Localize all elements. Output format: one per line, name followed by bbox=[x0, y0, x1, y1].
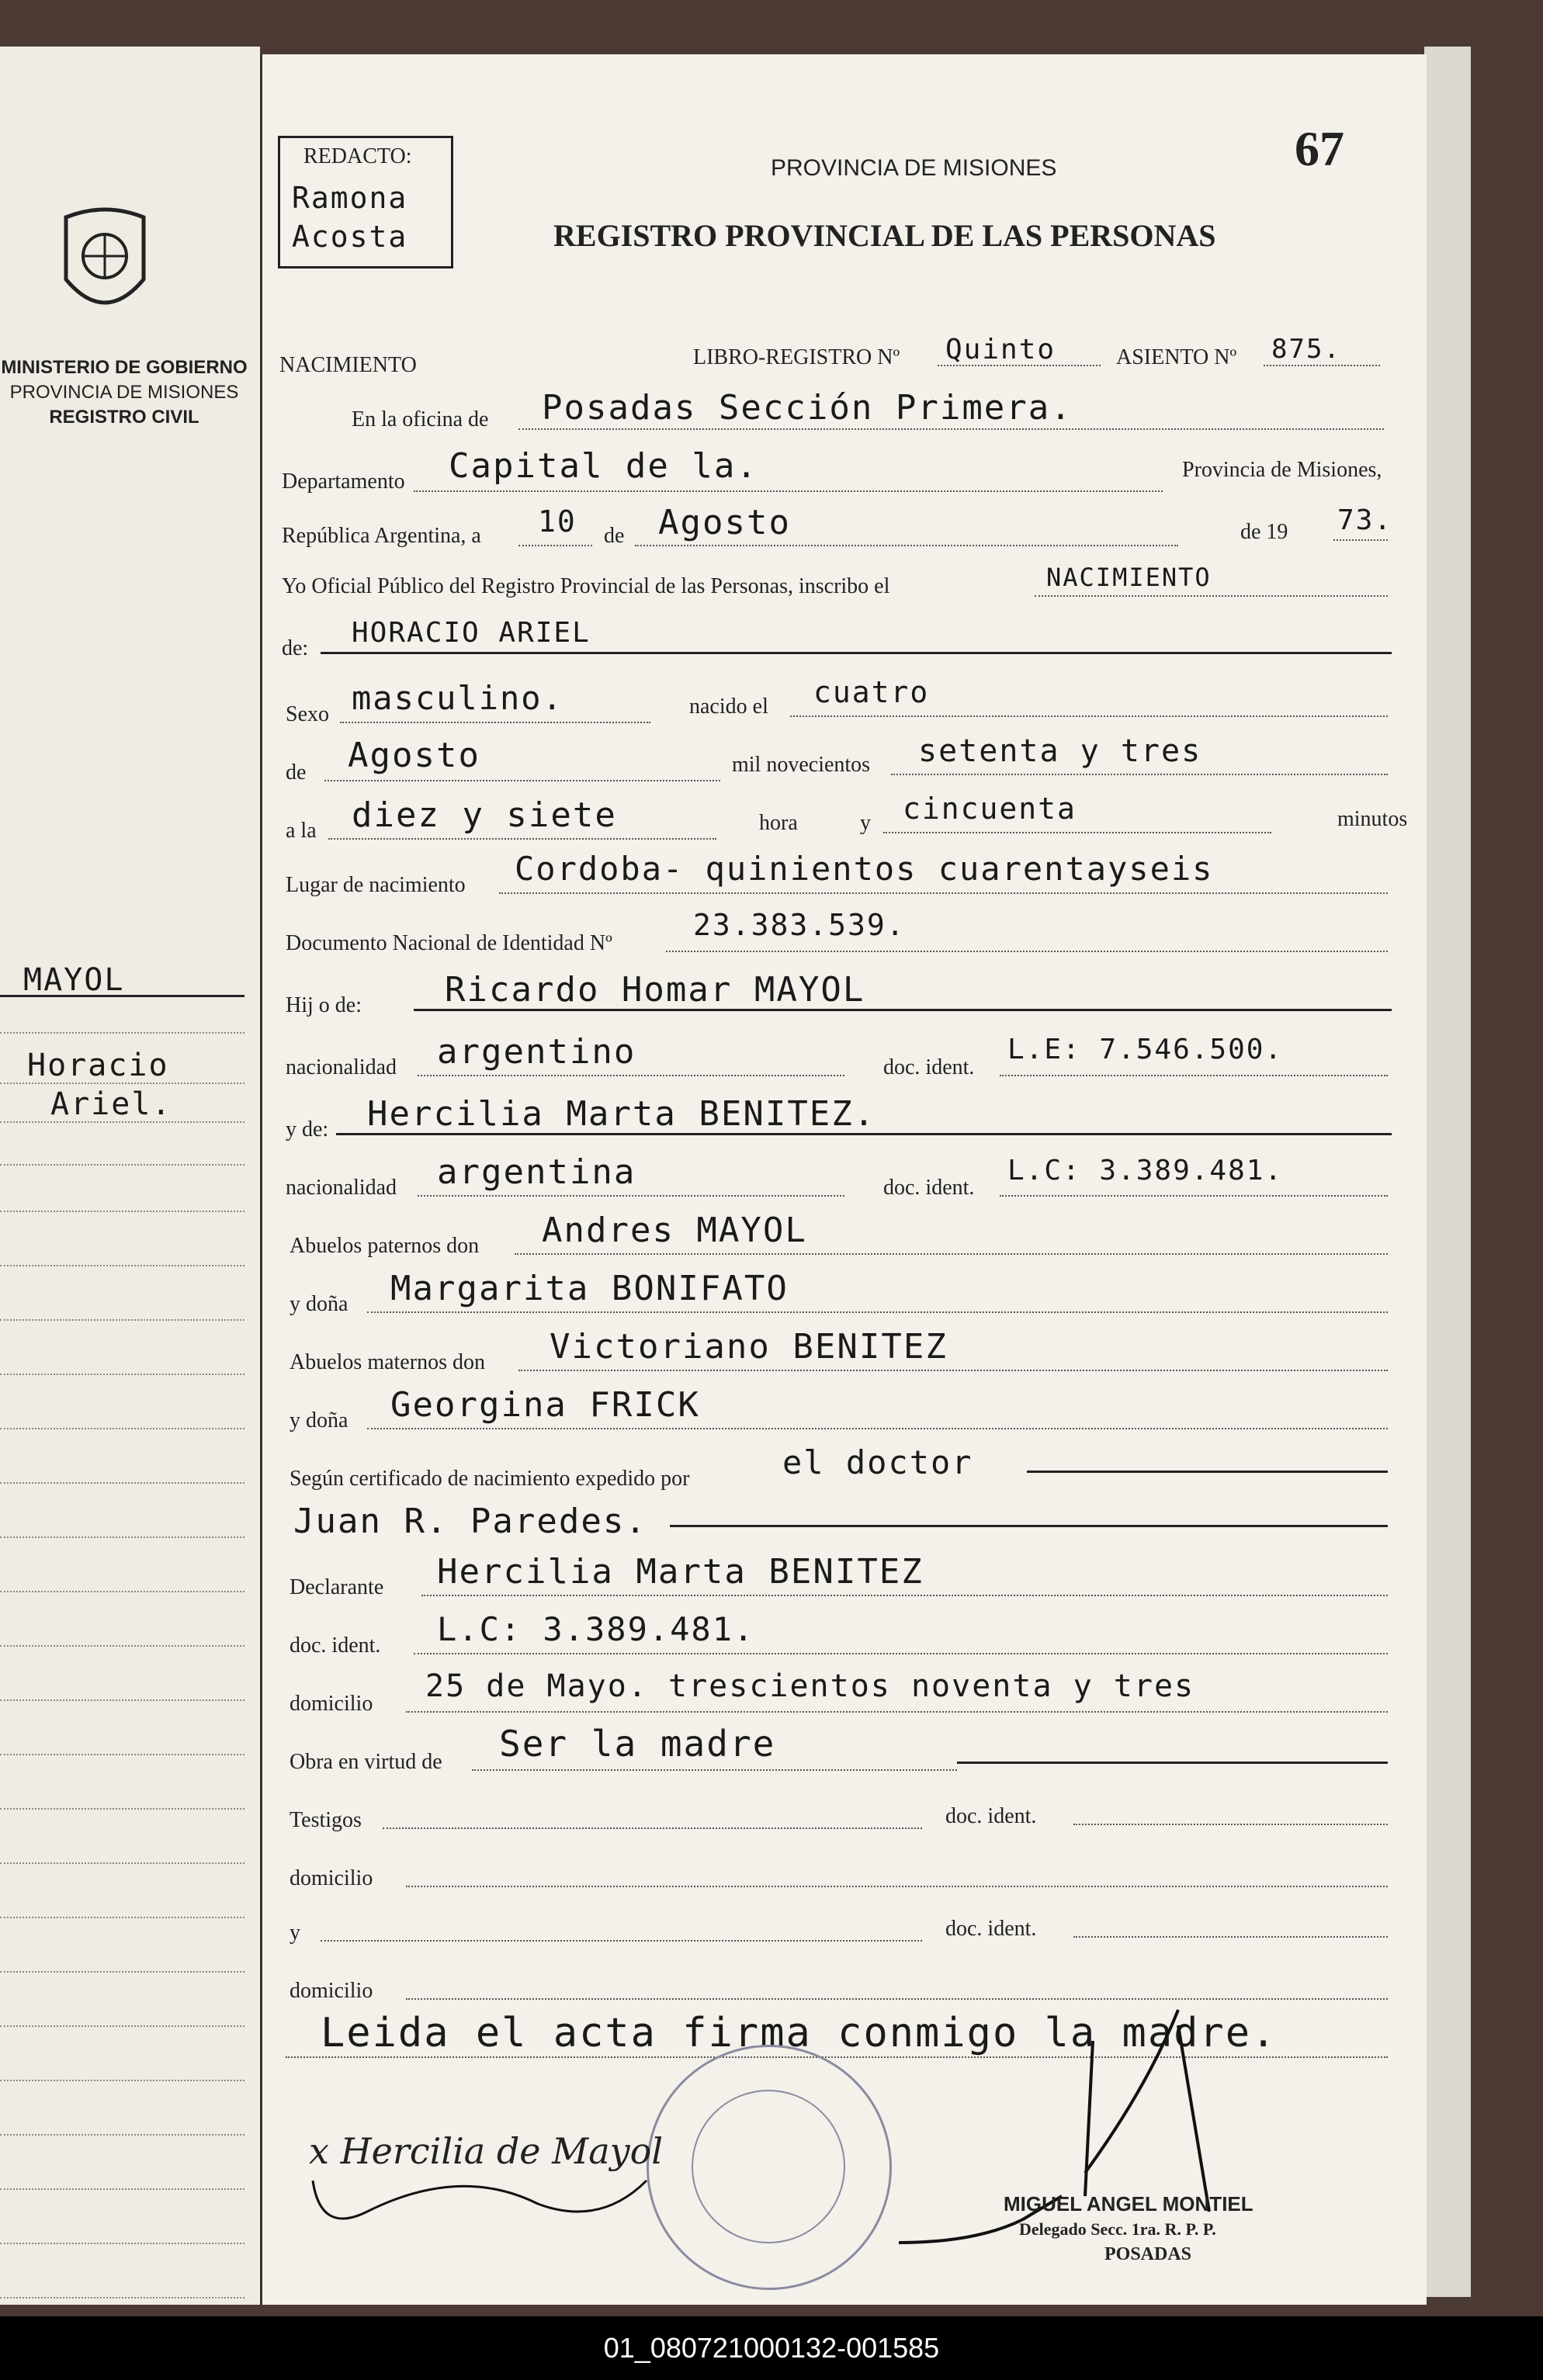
libro-value: Quinto bbox=[945, 334, 1056, 365]
hora-label: hora bbox=[759, 811, 798, 835]
domicilio-testigo1-label: domicilio bbox=[290, 1866, 373, 1890]
official-name: MIGUEL ANGEL MONTIEL bbox=[1004, 2192, 1253, 2215]
padre-nac-value: argentino bbox=[437, 1032, 636, 1072]
abuelos-m-label: Abuelos maternos don bbox=[290, 1350, 485, 1374]
margin-rule bbox=[0, 995, 244, 997]
domicilio-label: domicilio bbox=[290, 1692, 373, 1716]
testigos-label: Testigos bbox=[290, 1808, 362, 1832]
anio-value: 73. bbox=[1337, 504, 1393, 536]
padre-doc-value: L.E: 7.546.500. bbox=[1007, 1034, 1284, 1065]
de2-label: de bbox=[286, 760, 307, 785]
abuelos-p-label: Abuelos paternos don bbox=[290, 1234, 480, 1258]
sexo-label: Sexo bbox=[286, 702, 329, 726]
abuelo-m-value: Victoriano BENITEZ bbox=[550, 1327, 948, 1367]
certificado-label: Según certificado de nacimiento expedido por bbox=[290, 1467, 690, 1491]
leida-text: Leida el acta firma conmigo la madre. bbox=[321, 2010, 1278, 2056]
inscribo-label: Yo Oficial Público del Registro Provincial de las Personas, inscribo el bbox=[282, 574, 890, 598]
y-label: y bbox=[860, 811, 871, 835]
left-page bbox=[0, 47, 260, 2305]
oficina-value: Posadas Sección Primera. bbox=[542, 388, 1073, 428]
departamento-label: Departamento bbox=[282, 469, 405, 494]
ala-label: a la bbox=[286, 819, 317, 843]
dni-value: 23.383.539. bbox=[693, 908, 906, 942]
ydona-m-label: y doña bbox=[290, 1408, 348, 1433]
asiento-label: ASIENTO Nº bbox=[1116, 345, 1237, 369]
official-role: Delegado Secc. 1ra. R. P. P. bbox=[1019, 2219, 1216, 2239]
yde-label: y de: bbox=[286, 1117, 329, 1141]
inscribo-value: NACIMIENTO bbox=[1046, 563, 1212, 592]
certificado-value-2: Juan R. Paredes. bbox=[293, 1502, 647, 1541]
abuela-p-value: Margarita BONIFATO bbox=[390, 1269, 789, 1308]
madre-nac-value: argentina bbox=[437, 1152, 636, 1192]
hora-value: diez y siete bbox=[352, 795, 617, 835]
ministry-line: MINISTERIO DE GOBIERNO bbox=[1, 357, 248, 378]
domicilio-testigo2-label: domicilio bbox=[290, 1979, 373, 2003]
page-edge bbox=[1424, 47, 1471, 2297]
hijo-label: Hij o de: bbox=[286, 993, 362, 1017]
province-header: PROVINCIA DE MISIONES bbox=[771, 155, 1057, 181]
margin-given1: Horacio bbox=[27, 1048, 169, 1083]
provincia-label: Provincia de Misiones, bbox=[1182, 458, 1382, 482]
redacto-box bbox=[278, 136, 453, 268]
departamento-value: Capital de la. bbox=[449, 446, 758, 486]
margin-given2: Ariel. bbox=[50, 1086, 172, 1122]
dia-value: 10 bbox=[538, 504, 577, 539]
minutos-value: cincuenta bbox=[903, 792, 1077, 826]
right-page bbox=[260, 54, 1427, 2305]
page-number: 67 bbox=[1295, 121, 1344, 176]
nacido-value: cuatro bbox=[813, 675, 930, 709]
nac-padre-label: nacionalidad bbox=[286, 1055, 397, 1079]
nacido-label: nacido el bbox=[689, 695, 768, 719]
redacto-name-2: Acosta bbox=[292, 220, 408, 254]
minutos-label: minutos bbox=[1337, 807, 1408, 831]
province-line: PROVINCIA DE MISIONES bbox=[9, 382, 239, 403]
anio-label: de 19 bbox=[1240, 520, 1288, 544]
page-title: REGISTRO PROVINCIAL DE LAS PERSONAS bbox=[553, 218, 1216, 253]
dni-label: Documento Nacional de Identidad Nº bbox=[286, 931, 612, 955]
redacto-label: REDACTO: bbox=[303, 144, 412, 168]
madre-doc-value: L.C: 3.389.481. bbox=[1007, 1155, 1284, 1187]
obra-value: Ser la madre bbox=[499, 1723, 776, 1765]
mes-value: Agosto bbox=[658, 503, 791, 542]
redacto-name-1: Ramona bbox=[292, 181, 408, 215]
official-city: POSADAS bbox=[1104, 2244, 1192, 2264]
certificado-value: el doctor bbox=[782, 1443, 973, 1481]
doc-testigo2-label: doc. ident. bbox=[945, 1917, 1037, 1941]
anio-nac-value: setenta y tres bbox=[918, 733, 1202, 769]
padre-value: Ricardo Homar MAYOL bbox=[445, 970, 865, 1010]
lugar-value: Cordoba- quinientos cuarentayseis bbox=[515, 850, 1214, 888]
abuela-m-value: Georgina FRICK bbox=[390, 1385, 700, 1425]
libro-label: LIBRO-REGISTRO Nº bbox=[693, 345, 900, 369]
de-label: de bbox=[604, 524, 625, 548]
declarante-value: Hercilia Marta BENITEZ bbox=[437, 1552, 924, 1592]
nac-madre-label: nacionalidad bbox=[286, 1176, 397, 1200]
obra-label: Obra en virtud de bbox=[290, 1750, 442, 1774]
archive-code: 01_080721000132-001585 bbox=[0, 2316, 1543, 2380]
doc-testigo1-label: doc. ident. bbox=[945, 1804, 1037, 1828]
doc-madre-label: doc. ident. bbox=[883, 1176, 975, 1200]
y2-label: y bbox=[290, 1921, 300, 1945]
coat-of-arms-icon bbox=[58, 202, 151, 326]
decl-doc-value: L.C: 3.389.481. bbox=[437, 1610, 755, 1648]
asiento-value: 875. bbox=[1271, 334, 1341, 365]
de-nombre-label: de: bbox=[282, 636, 309, 660]
margin-surname: MAYOL bbox=[23, 962, 125, 998]
republica-label: República Argentina, a bbox=[282, 524, 481, 548]
declarante-label: Declarante bbox=[290, 1575, 384, 1599]
abuelo-p-value: Andres MAYOL bbox=[542, 1211, 807, 1250]
doc-padre-label: doc. ident. bbox=[883, 1055, 975, 1079]
mes-nac-value: Agosto bbox=[348, 736, 480, 775]
doc-decl-label: doc. ident. bbox=[290, 1633, 381, 1658]
mother-signature: x Hercilia de Mayol bbox=[309, 2130, 664, 2172]
sexo-value: masculino. bbox=[352, 679, 563, 717]
oficina-label: En la oficina de bbox=[352, 407, 489, 431]
domicilio-value: 25 de Mayo. trescientos noventa y tres bbox=[425, 1668, 1195, 1704]
ydona-p-label: y doña bbox=[290, 1292, 348, 1316]
mil-label: mil novecientos bbox=[732, 753, 871, 777]
official-seal bbox=[647, 2045, 892, 2290]
lugar-label: Lugar de nacimiento bbox=[286, 873, 466, 897]
nombre-value: HORACIO ARIEL bbox=[352, 617, 591, 649]
record-type: NACIMIENTO bbox=[279, 353, 417, 377]
madre-value: Hercilia Marta BENITEZ. bbox=[367, 1094, 876, 1134]
mother-signature-flourish bbox=[305, 2150, 654, 2243]
civil-registry-line: REGISTRO CIVIL bbox=[49, 407, 199, 428]
